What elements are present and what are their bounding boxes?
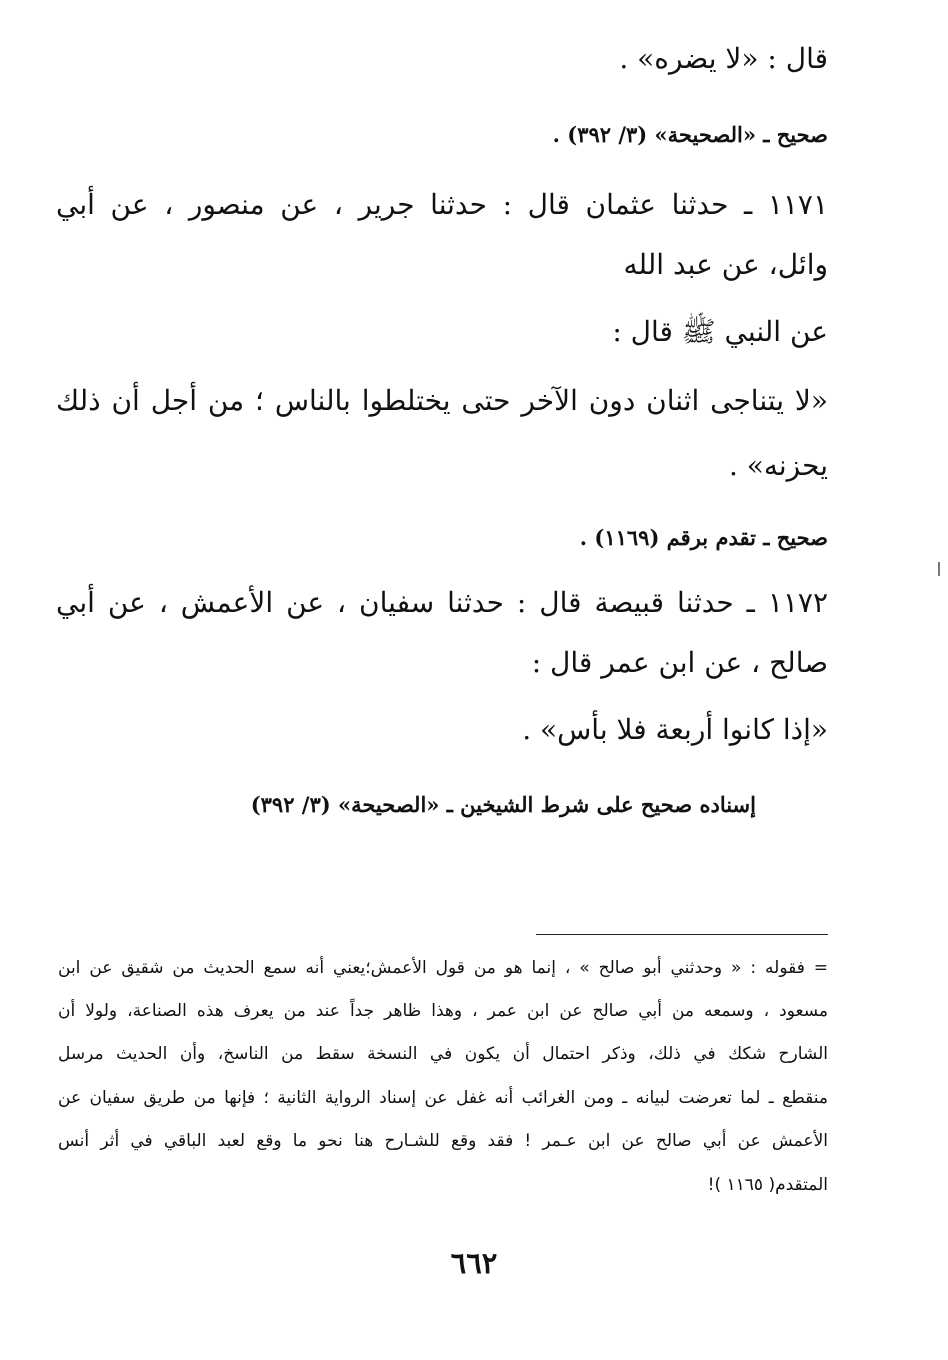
footnote-divider bbox=[536, 934, 828, 935]
scan-edge-mark bbox=[938, 562, 940, 576]
hadith-1171-isnad-line: وائل، عن عبد الله bbox=[623, 248, 828, 281]
hadith-1171-text-line: عن النبي ﷺ قال : bbox=[612, 315, 828, 348]
hadith-1171-text-line: يحزنه» . bbox=[728, 449, 828, 482]
grading-line: صحيح ـ تقدم برقم (١١٦٩) . bbox=[579, 525, 828, 550]
hadith-1172-isnad-line: ١١٧٢ ـ حدثنا قبيصة قال : حدثنا سفيان ، عن الأعمش ، عن أبي bbox=[56, 586, 828, 619]
text-line: قال : «لا يضره» . bbox=[619, 42, 828, 75]
footnote-line: = فقوله : « وحدثني أبو صالح » ، إنما هو من قول الأعمش؛يعني أنه سمع الحديث من شقيق عن ابن bbox=[58, 958, 828, 978]
footnote-line: المتقدم( ١١٦٥ )! bbox=[707, 1175, 828, 1195]
footnote-line: الأعمش عن أبي صالح عن ابن عـمر ! فقد وقع للشـارح هنا نحو ما وقع لعبد الباقي في أثر أنس bbox=[58, 1131, 828, 1151]
hadith-1172-text-line: «إذا كانوا أربعة فلا بأس» . bbox=[522, 713, 828, 746]
hadith-1172-isnad-line: صالح ، عن ابن عمر قال : bbox=[531, 646, 828, 679]
footnote-line: منقطع ـ لما تعرضت لبيانه ـ ومن الغرائب أنه غفل عن إسناد الرواية الثانية ؛ فإنها من طريق سفيان عن bbox=[58, 1088, 828, 1108]
footnote-line: مسعود ، وسمعه من أبي صالح عن ابن عمر ، وهذا ظاهر جداً عند من يعرف هذه الصناعة، ولولا أن bbox=[58, 1001, 828, 1021]
page-number: ٦٦٢ bbox=[450, 1246, 498, 1280]
footnote-line: الشارح شكك في ذلك، وذكر احتمال أن يكون في النسخة سقط من الناسخ، وأن الحديث مرسل bbox=[58, 1044, 828, 1064]
grading-line: صحيح ـ «الصحيحة» (٣/ ٣٩٢) . bbox=[552, 122, 828, 147]
grading-line: إسناده صحيح على شرط الشيخين ـ «الصحيحة» (٣/ ٣٩٢) bbox=[250, 792, 756, 817]
hadith-1171-text-line: «لا يتناجى اثنان دون الآخر حتى يختلطوا بالناس ؛ من أجل أن ذلك bbox=[56, 384, 828, 417]
hadith-1171-isnad-line: ١١٧١ ـ حدثنا عثمان قال : حدثنا جرير ، عن منصور ، عن أبي bbox=[56, 188, 828, 221]
